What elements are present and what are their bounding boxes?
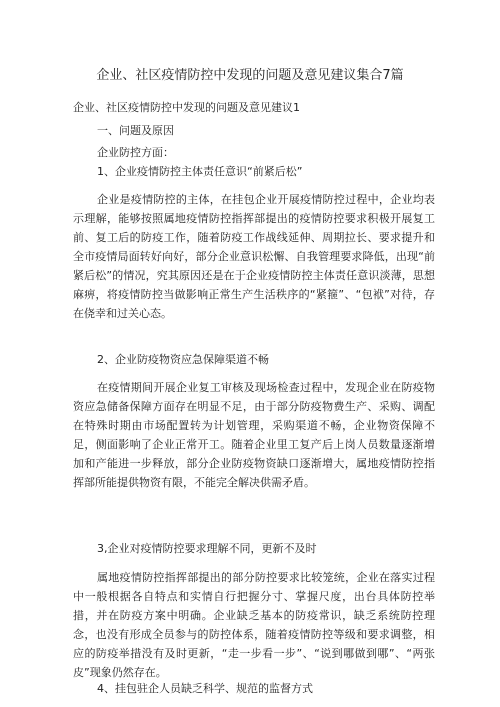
heading-2: 2、企业防疫物资应急保障渠道不畅	[97, 353, 269, 366]
heading-1: 1、企业疫情防控主体责任意识“前紧后松”	[97, 165, 303, 178]
section-heading-enterprise: 企业防控方面：	[97, 146, 174, 159]
paragraph-1: 企业是疫情防控的主体，在挂包企业开展疫情防控过程中，企业均表示理解，能够按照属地疫情防控指挥部提出的疫情防控要求积极开展复工前、复工后的防疫工作，随着防疫工作战线延伸、周期拉长、要求提升和全市疫情局面转好向好，部分企业意识松懈、自我管理要求降低，出现“前紧后松”的情况，究其原因还是在于企业疫情防控主体责任意识淡薄，思想麻痹，将疫情防控当做影响正常生产生活秩序的“紧箍”、“包袱”对待，存在侥幸和过关心态。	[73, 193, 435, 320]
heading-4: 4、挂包驻企人员缺乏科学、规范的监督方式	[97, 682, 313, 695]
document-title: 企业、社区疫情防控中发现的问题及意见建议集合7篇	[96, 68, 404, 83]
section-heading-problems: 一、问题及原因	[97, 124, 174, 137]
paragraph-3: 属地疫情防控指挥部提出的部分防控要求比较笼统，企业在落实过程中一般根据各自特点和实情自行把握分寸、掌握尺度，出台具体防控举措，并在防疫方案中明确。企业缺乏基本的防疫常识，缺乏系统防控理念，也没有形成全员参与的防控体系，随着疫情防控等级和要求调整，相应的防疫举措没有及时更新，“走一步看一步”、“说到哪做到哪”、“两张皮”现象仍然存在。	[73, 571, 435, 679]
document-subtitle: 企业、社区疫情防控中发现的问题及意见建议1	[73, 101, 300, 114]
heading-3: 3,企业对疫情防控要求理解不同，更新不及时	[97, 542, 317, 555]
paragraph-2: 在疫情期间开展企业复工审核及现场检查过程中，发现企业在防疫物资应急储备保障方面存在明显不足，由于部分防疫物费生产、采购、调配在特殊时期由市场配置转为计划管理，采购渠道不畅，企业物资保障不足，侧面影响了企业正常开工。随着企业里工复产后上岗人员数量逐渐增加和产能进一步释放，部分企业防疫物资缺口逐渐增大，属地疫情防控指挥部所能提供物资有限，不能完全解决供需矛盾。	[73, 381, 435, 489]
